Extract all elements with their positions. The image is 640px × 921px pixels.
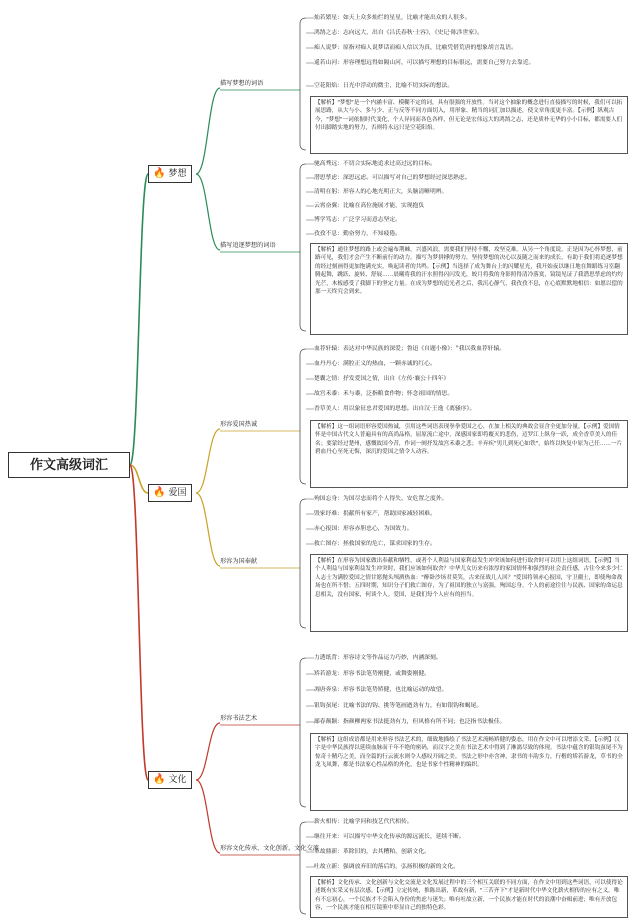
- analysis-note: 【解析】这一组词语形容爱国热诚，引用这些词语表现拳拳爱国之心，在加上相关的典故会显含全更加分量。【示例】爱国情怀是中国古代文人普遍具有的高尚品格。屈原流亡途中，深感国家即将覆灭的悲伤，迈罗江上纵身一跃，成全香草美人的佳名；要蒙经过楚州，感慨故国今昔，作词一阕抒发故宫禾黍之悲；辛弃疾"男儿到死心如铁"，始终以恢复中原为己任……一片碧血丹心至死无悔，深沉的爱国之情令人动容。: [310, 420, 628, 488]
- topic-label: 文化: [168, 775, 187, 785]
- root-to-dream-line: [130, 174, 148, 465]
- leaf-item: 凋唐奔泉：形容书法笔势矫健，也比喻运动的故望。: [314, 687, 448, 693]
- topic-to-sub-line: [196, 780, 220, 853]
- fire-icon: 🔥: [153, 168, 166, 179]
- leaf-bracket: [300, 349, 306, 484]
- leaf-item: 鄙春颠颖：指颜柳两家书法挺劲有力，但风格有所不同；也泛指书法极佳。: [314, 719, 506, 725]
- leaf-item: 驰高骛远：不切合实际地追求过高过远的目标。: [314, 161, 436, 167]
- leaf-item: 鸿鹄之志：志向远大，出自《吕氏春秋·士容》，《史记·陈涉世家》。: [314, 30, 483, 36]
- analysis-note: 【解析】这组成语都是用来形容书法艺术的，细致地描绘了书法艺术流畅矫健的姿态，用在作文中可以增添文采。【示例】汉字是中华民族得以延续血脉而千年不绝的密码，而汉字之美在书法艺术中得到了淋漓尽致的体现。书法中蕴含的银钩虿尾不为惊奇十精巧之美，而全篇的行云流水则令人感叹开阔之美。书法之形中亦含神，隶书的丰韵多力，行楷的矫若游龙，草书的全龙飞凤舞，都是书法家心性品格的外化，也是书家个性精神的编织。: [310, 733, 628, 811]
- leaf-item: 楚囊之情：抒发爱国之情，出自《左传·襄公十四年》: [314, 376, 450, 382]
- leaf-item: 香草美人：用以象征忠君爱国的思想。出自汉·王逸《离骚序》。: [314, 406, 476, 412]
- leaf-item: 殉国忘身：为国尽忠而将个人得失、安危置之度外。: [314, 496, 448, 502]
- fire-icon: 🔥: [153, 487, 166, 498]
- subtopic-describe-dream: 描写梦想的词语: [220, 80, 264, 87]
- topic-label: 爱国: [168, 488, 187, 498]
- leaf-item: 潜思孳虑：深思远虑。可以描写对自己的梦想经过深思熟虑。: [314, 175, 471, 181]
- leaf-item: 矫若游龙：形容书法笔势刚健，或舞姿刚健。: [314, 671, 430, 677]
- analysis-note: 【解析】"梦想"是一个内涵丰富、模糊不定的词，具有很强的开放性。当对这个抽象的概念进行直接描写的时候，我们可以拓展思路，从大与小、多与少、正与反等不同方面切入，用形象、精当的词汇加以描述，使文章角度更丰富。【示例】纵观古今，"梦想"一词依据时代变化，个人异同而各色各样，但无论是宏伟远大的鸿鹄之志，还是质朴无华的小小目标，都需要人们付出脚踏实地的努力，否则将永远只是空花阳焰。: [310, 96, 628, 154]
- topic-node-dream: [148, 165, 192, 183]
- leaf-item: 灿若繁星：如天上众多灿烂的星星，比喻才能出众的人很多。: [314, 15, 471, 21]
- fire-icon: 🔥: [153, 774, 166, 785]
- topic-to-sub-line: [196, 429, 220, 493]
- analysis-note: 【解析】在形容为国家做出奉献和牺牲，或者个人利益与国家利益发生冲突该如何进行取舍时可以用上这组词语。【示例】当个人利益与国家利益发生冲突时，我们应该如何取舍？中华儿女历来有浓厚的家国情怀和强烈的社会责任感，古往今来多少仁人志士为满腔爱国之情甘愿抛头颅洒热血："醉卧沙场君莫笑，古来征战几人回？"爱国将领赤心报国，守卫疆土，即使殉命战场也在所不惜；五四时期，知识分子们救亡图存，为了祖国的独立与富强，殉国忘身。个人的前途往往与民族、国家的命运息息相关，没有国家，何谈个人。爱国，是我们每个人应有的担当。: [310, 554, 628, 632]
- leaf-bracket: [300, 18, 306, 150]
- leaf-item: 遥若山河：形容理想远得如隔山河，可以描写理想的目标很远，需要自己努力去靠近。: [314, 60, 535, 66]
- topic-node-culture: [148, 771, 192, 789]
- topic-to-sub-line: [196, 493, 220, 566]
- leaf-item: 毁家纾难：捐献所有家产，帮助国家减轻困难。: [314, 511, 436, 517]
- leaf-item: 力透纸背：形容诗文等作品运力巧妙，内涵深刻。: [314, 655, 442, 661]
- leaf-bracket: [300, 164, 306, 331]
- leaf-item: 孜孜不息：勤奋努力，不知疲倦。: [314, 231, 401, 237]
- leaf-bracket: [300, 822, 306, 914]
- leaf-item: 清明在躬：形容人的心地光明正大，头脑清晰明辨。: [314, 189, 448, 195]
- leaf-item: 血荐轩辕：表达对中华民族的深爱；鲁迅《自题小像》："我以我血荐轩辕。: [314, 346, 506, 352]
- leaf-item: 赤心报国：形容赤胆忠心，为国效力。: [314, 526, 413, 532]
- subtopic-culture-heritage: 形容文化传承、文化创新、文化交流: [220, 845, 319, 852]
- leaf-item: 革故鼎新：革除旧的，去其糟粕，创新文化。: [314, 849, 430, 855]
- subtopic-patriotic-zeal: 形容爱国热诚: [220, 421, 258, 428]
- analysis-note: 【解析】文化传承、文化创新与文化交流是文化发展过程中的三个相互关联的不同方面，在作文中用到这些词语，可以使得论述既有实采又有层次感。【示例】立定传统，推陈出新，革故有新，"三苦齐下"才是新时代中华文化薪火相传的应有之义。唯有不忘初心，一个民族才不会陷入身份的焦虑与迷失；唯有吐故立新，一个民族才能在时代的浪潮中奋楫前进；唯有开放包容，一个民族才能在相互镜鉴中彰显自己的独特色彩。: [310, 876, 628, 918]
- subtopic-pursue-dream: 描写追逐梦想的词语: [220, 242, 276, 249]
- leaf-item: 薪火相传：比喻学问和技艺代代相传。: [314, 819, 413, 825]
- subtopic-serve-country: 形容为国奉献: [220, 558, 258, 565]
- leaf-bracket: [300, 499, 306, 628]
- leaf-item: 云霄奋翼：比喻在高位施展才能，实现抱负: [314, 203, 425, 209]
- topic-to-sub-line: [196, 723, 220, 780]
- topic-to-sub-line: [196, 88, 220, 174]
- leaf-item: 银钩虿尾：比喻书法的钩、挑等笔画遒劲有力，有如银钩和蝎尾。: [314, 703, 483, 709]
- leaf-item: 血丹丹心：满腔正义的热血，一颗赤诚的红心。: [314, 361, 436, 367]
- leaf-item: 救亡图存：拯救国家的危亡，谋求国家的生存。: [314, 541, 436, 547]
- topic-node-patriotism: [148, 484, 192, 502]
- root-node: 作文高级词汇: [8, 452, 130, 478]
- leaf-item: 博学笃志：广泛学习而意志坚定。: [314, 217, 401, 223]
- leaf-bracket: [300, 658, 306, 807]
- analysis-note: 【解析】通往梦想的路上或会遍布荆棘，兴盛风浪，需要我们坚持不懈，攻坚克难。从另一个角度说，正是因为心怀梦想，前路可见，我们才会产生不断前行的动力。描写为梦拼搏的努力，坚持梦想的决心以及随之而来的成长，有助于我们将追逐梦想的经过刻画得更加饱满充实，唤起读者的共鸣。【示例】当选择了成为舞台上的闪耀星光，我开始夜以继日地在舞蹈练习室翻腾起舞，跳跃、旋转、舒展……晨曦将我的汗水照得闪闪发光，皎月将我的身影照得清冷落寞，镜镜见证了我潜思孳虑的灼灼光芒，木板感受了我脚下的坚定力量。在成为梦想的追光者之后，我沉心静气，我孜孜不息，在心底默默地相信：如愿以偿的那一天终究会到来。: [310, 243, 628, 335]
- leaf-item: 空花阳焰：日光中浮动的微尘，比喻不切实际的想法。: [314, 83, 454, 89]
- root-to-culture-line: [130, 465, 148, 780]
- topic-label: 梦想: [168, 169, 187, 179]
- topic-to-sub-line: [196, 174, 220, 250]
- leaf-item: 继往开来：可以描写中华文化传承的源远流长，延续不断。: [314, 834, 465, 840]
- subtopic-calligraphy: 形容书法艺术: [220, 715, 258, 722]
- leaf-item: 痴人说梦：原指对痴人说梦话而痴人信以为真，比喻凭借荒唐的想象胡言乱语。: [314, 45, 517, 51]
- leaf-item: 吐故立新：强调放弃旧的落后的，弘扬积极的新的文化。: [314, 864, 459, 870]
- leaf-item: 故宫禾黍：禾与黍，泛指粮食作物；怀念祖国的情思。: [314, 391, 454, 397]
